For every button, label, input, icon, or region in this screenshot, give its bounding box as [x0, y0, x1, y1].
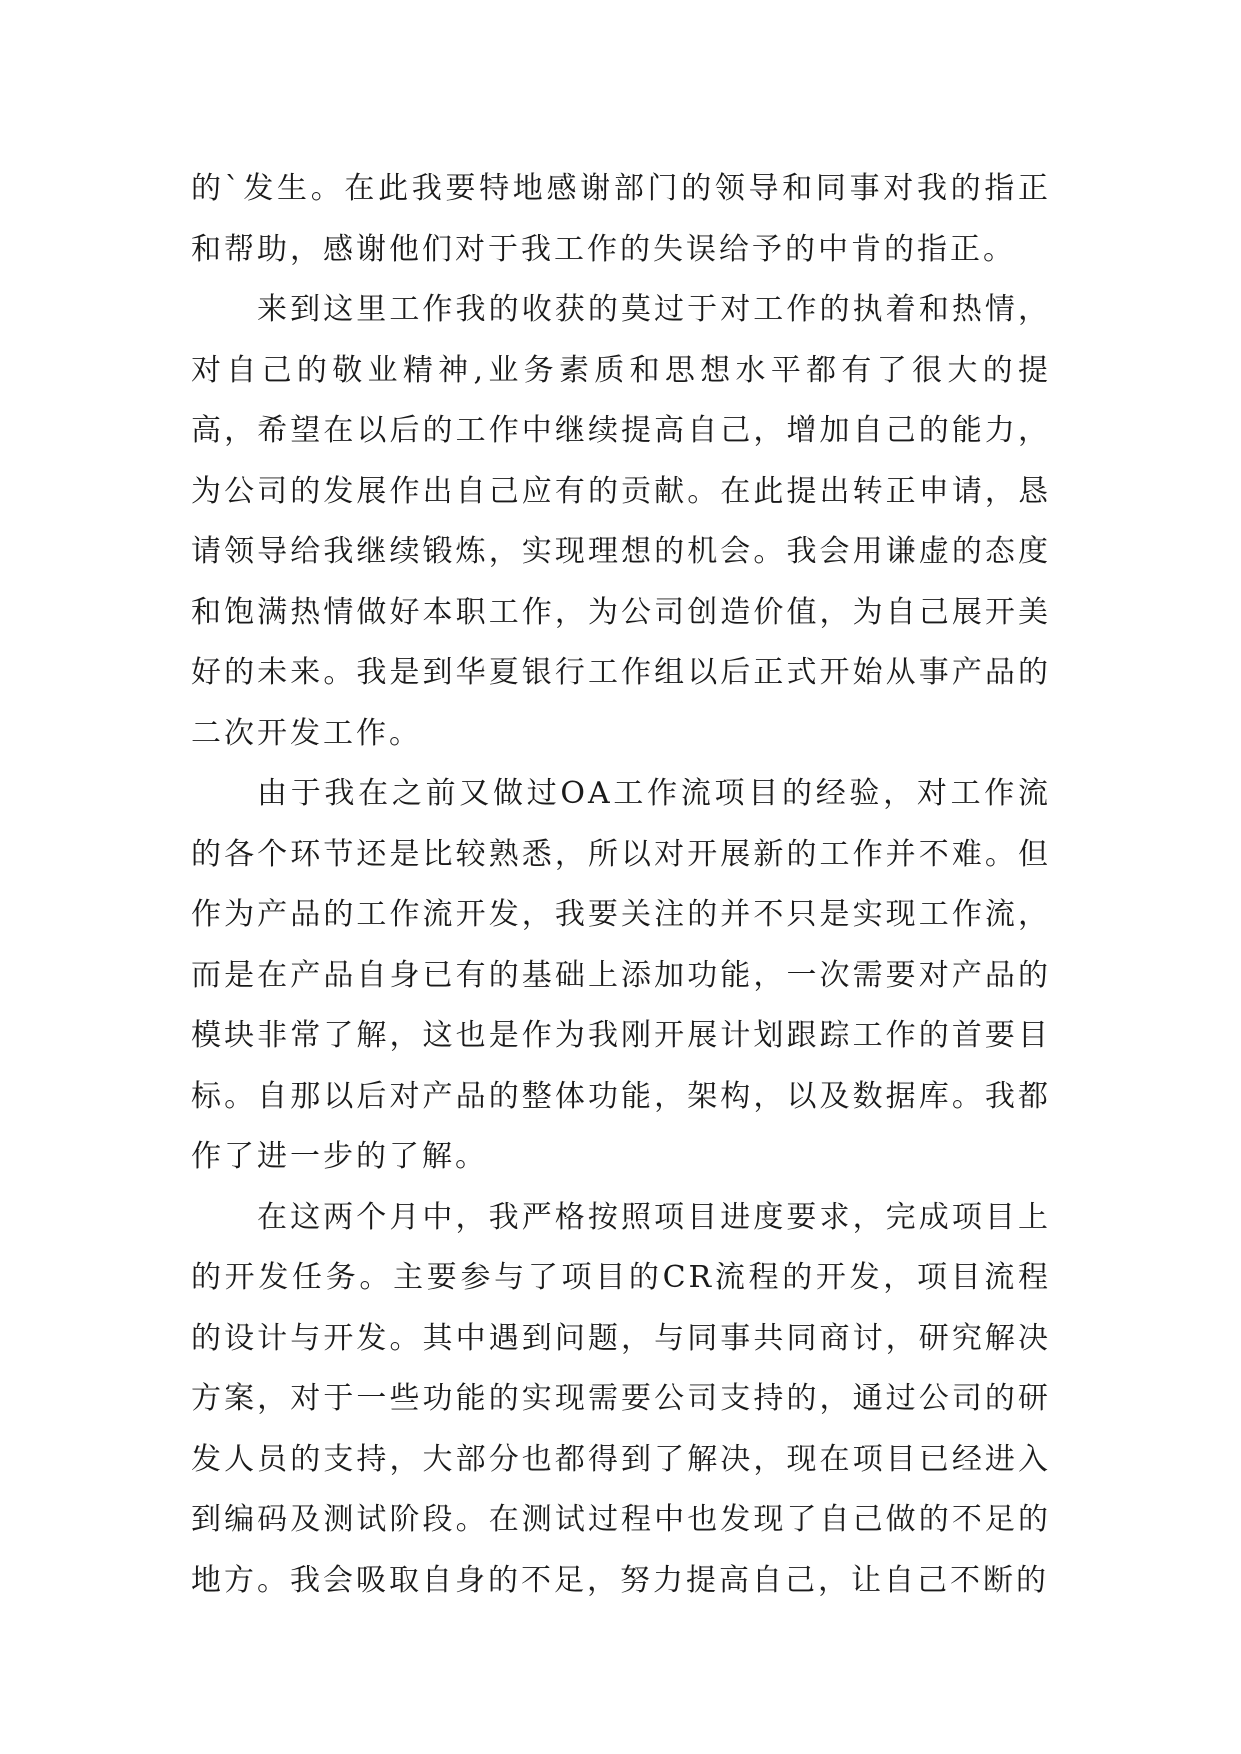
paragraph: 的`发生。在此我要特地感谢部门的领导和同事对我的指正和帮助，感谢他们对于我工作的失误给予的中肯的指正。: [191, 171, 1051, 267]
paragraph: 在这两个月中，我严格按照项目进度要求，完成项目上的开发任务。主要参与了项目的CR流程的开发，项目流程的设计与开发。其中遇到问题，与同事共同商讨，研究解决方案，对于一些功能的实现需要公司支持的，通过公司的研发人员的支持，大部分也都得到了解决，现在项目已经进入到编码及测试阶段。在测试过程中也发现了自己做的不足的地方。我会吸取自身的不足，努力提高自己，让自己不断的: [191, 1199, 1051, 1598]
document-body: [191, 159, 1051, 1611]
paragraph: 由于我在之前又做过OA工作流项目的经验，对工作流的各个环节还是比较熟悉，所以对开展新的工作并不难。但作为产品的工作流开发，我要关注的并不只是实现工作流，而是在产品自身已有的基础上添加功能，一次需要对产品的模块非常了解，这也是作为我刚开展计划跟踪工作的首要目标。自那以后对产品的整体功能，架构，以及数据库。我都作了进一步的了解。: [191, 776, 1051, 1174]
paragraph: 来到这里工作我的收获的莫过于对工作的执着和热情，对自己的敬业精神,业务素质和思想水平都有了很大的提高，希望在以后的工作中继续提高自己，增加自己的能力，为公司的发展作出自己应有的贡献。在此提出转正申请，恳请领导给我继续锻炼，实现理想的机会。我会用谦虚的态度和饱满热情做好本职工作，为公司创造价值，为自己展开美好的未来。我是到华夏银行工作组以后正式开始从事产品的二次开发工作。: [191, 292, 1051, 751]
